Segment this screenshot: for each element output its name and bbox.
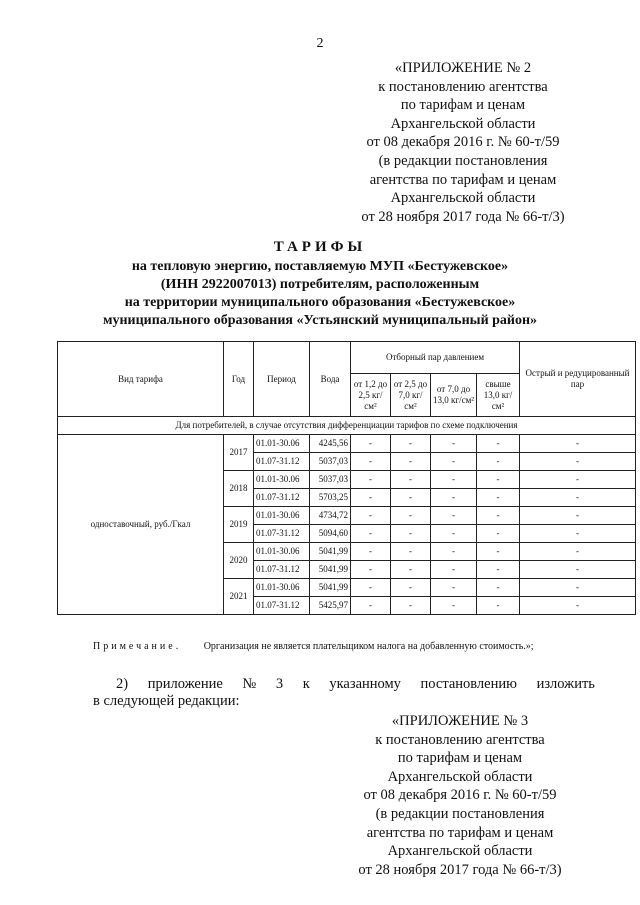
- dash-cell: -: [431, 453, 477, 471]
- tariff-table: [57, 341, 636, 615]
- year-cell: 2018: [224, 471, 254, 507]
- appendix-line: от 28 ноября 2017 года № 66-т/3): [358, 861, 562, 878]
- water-value: 4734,72: [310, 507, 351, 525]
- paragraph-word: к: [302, 676, 310, 692]
- dash-cell: -: [520, 507, 636, 525]
- document-title: [0, 238, 640, 330]
- page-number: 2: [316, 36, 324, 51]
- consumers-row: Для потребителей, в случае отсутствия дифференциации тарифов по схеме подключения: [58, 417, 636, 435]
- appendix-line: «ПРИЛОЖЕНИЕ № 3: [391, 713, 529, 729]
- dash-cell: -: [431, 597, 477, 615]
- appendix-line: от 08 декабря 2016 г. № 60-т/59: [366, 134, 560, 151]
- dash-cell: -: [351, 453, 391, 471]
- dash-cell: -: [391, 579, 431, 597]
- year-cell: 2017: [224, 435, 254, 471]
- water-value: 5041,99: [310, 579, 351, 597]
- dash-cell: -: [520, 489, 636, 507]
- dash-cell: -: [391, 435, 431, 453]
- dash-cell: -: [431, 435, 477, 453]
- dash-cell: -: [477, 597, 520, 615]
- dash-cell: -: [351, 471, 391, 489]
- dash-cell: -: [391, 543, 431, 561]
- dash-cell: -: [391, 525, 431, 543]
- appendix-3-header: [338, 712, 582, 879]
- water-value: 5703,25: [310, 489, 351, 507]
- title-heading: ТАРИФЫ: [273, 239, 367, 255]
- dash-cell: -: [391, 561, 431, 579]
- dash-cell: -: [391, 597, 431, 615]
- dash-cell: -: [391, 471, 431, 489]
- period-cell: 01.01-30.06: [254, 579, 310, 597]
- dash-cell: -: [351, 543, 391, 561]
- dash-cell: -: [351, 579, 391, 597]
- dash-cell: -: [520, 435, 636, 453]
- appendix-line: к постановлению агентства: [375, 731, 545, 748]
- appendix-line: по тарифам и ценам: [400, 97, 526, 114]
- dash-cell: -: [391, 453, 431, 471]
- dash-cell: -: [477, 489, 520, 507]
- period-cell: 01.07-31.12: [254, 597, 310, 615]
- title-line: (ИНН 2922007013) потребителям, расположенным: [160, 277, 480, 292]
- dash-cell: -: [520, 561, 636, 579]
- appendix-line: Архангельской области: [390, 115, 536, 132]
- header-tariff-type: Вид тарифа: [58, 342, 224, 417]
- appendix-line: по тарифам и ценам: [397, 750, 523, 767]
- header-water: Вода: [310, 342, 351, 417]
- period-cell: 01.07-31.12: [254, 561, 310, 579]
- paragraph-word: №: [242, 676, 257, 692]
- period-cell: 01.01-30.06: [254, 435, 310, 453]
- water-value: 5037,03: [310, 453, 351, 471]
- paragraph-word: 2): [116, 676, 129, 692]
- dash-cell: -: [520, 471, 636, 489]
- header-pressure-1: от 1,2 до 2,5 кг/см²: [351, 374, 391, 417]
- dash-cell: -: [477, 543, 520, 561]
- paragraph-word: 3: [275, 676, 284, 692]
- dash-cell: -: [351, 561, 391, 579]
- dash-cell: -: [351, 597, 391, 615]
- year-cell: 2020: [224, 543, 254, 579]
- appendix-line: к постановлению агентства: [378, 78, 548, 95]
- water-value: 5041,99: [310, 543, 351, 561]
- title-line: на территории муниципального образования «Бестужевское»: [124, 295, 516, 310]
- period-cell: 01.07-31.12: [254, 489, 310, 507]
- title-line: муниципального образования «Устьянский муниципальный район»: [102, 313, 538, 328]
- dash-cell: -: [477, 525, 520, 543]
- dash-cell: -: [520, 579, 636, 597]
- water-value: 5425,97: [310, 597, 351, 615]
- dash-cell: -: [477, 471, 520, 489]
- paragraph-word: постановлению: [420, 676, 517, 692]
- dash-cell: -: [431, 561, 477, 579]
- period-cell: 01.01-30.06: [254, 471, 310, 489]
- dash-cell: -: [477, 507, 520, 525]
- header-pressure-4: свыше 13,0 кг/см²: [477, 374, 520, 417]
- note-text: Организация не является плательщиком налога на добавленную стоимость.»;: [203, 641, 534, 652]
- dash-cell: -: [431, 543, 477, 561]
- dash-cell: -: [351, 507, 391, 525]
- note: [93, 641, 534, 652]
- year-cell: 2021: [224, 579, 254, 615]
- header-pressure-3: от 7,0 до 13,0 кг/см²: [431, 374, 477, 417]
- period-cell: 01.01-30.06: [254, 507, 310, 525]
- dash-cell: -: [431, 525, 477, 543]
- appendix-line: Архангельской области: [390, 190, 536, 207]
- appendix-line: Архангельской области: [387, 768, 533, 785]
- dash-cell: -: [520, 453, 636, 471]
- header-pressure-2: от 2,5 до 7,0 кг/см²: [391, 374, 431, 417]
- year-cell: 2019: [224, 507, 254, 543]
- dash-cell: -: [391, 507, 431, 525]
- period-cell: 01.07-31.12: [254, 525, 310, 543]
- dash-cell: -: [351, 435, 391, 453]
- dash-cell: -: [520, 543, 636, 561]
- appendix-line: Архангельской области: [387, 843, 533, 860]
- water-value: 4245,56: [310, 435, 351, 453]
- appendix-line: от 28 ноября 2017 года № 66-т/3): [361, 208, 565, 225]
- paragraph-line-2: в следующей редакции:: [93, 693, 240, 709]
- dash-cell: -: [431, 489, 477, 507]
- dash-cell: -: [431, 579, 477, 597]
- dash-cell: -: [351, 525, 391, 543]
- header-year: Год: [224, 342, 254, 417]
- dash-cell: -: [477, 453, 520, 471]
- dash-cell: -: [520, 525, 636, 543]
- appendix-2-header: [343, 59, 583, 226]
- appendix-line: от 08 декабря 2016 г. № 60-т/59: [363, 787, 557, 804]
- header-period: Период: [254, 342, 310, 417]
- paragraph-word: указанному: [329, 676, 401, 692]
- header-sharp-steam: Острый и редуцированный пар: [520, 342, 636, 417]
- period-cell: 01.07-31.12: [254, 453, 310, 471]
- header-steam-group: Отборный пар давлением: [351, 342, 520, 374]
- paragraph-word: изложить: [536, 676, 595, 692]
- dash-cell: -: [351, 489, 391, 507]
- dash-cell: -: [477, 579, 520, 597]
- appendix-line: агентства по тарифам и ценам: [366, 824, 554, 841]
- tariff-name: одноставочный, руб./Гкал: [58, 435, 224, 615]
- dash-cell: -: [520, 597, 636, 615]
- dash-cell: -: [477, 561, 520, 579]
- dash-cell: -: [431, 507, 477, 525]
- dash-cell: -: [477, 435, 520, 453]
- appendix-line: агентства по тарифам и ценам: [369, 171, 557, 188]
- period-cell: 01.01-30.06: [254, 543, 310, 561]
- appendix-line: «ПРИЛОЖЕНИЕ № 2: [394, 60, 532, 76]
- paragraph-line-1: [116, 675, 595, 693]
- title-line: на тепловую энергию, поставляемую МУП «Бестужевское»: [131, 259, 509, 274]
- water-value: 5037,03: [310, 471, 351, 489]
- dash-cell: -: [391, 489, 431, 507]
- note-label: Примечание.: [93, 641, 182, 652]
- water-value: 5094,60: [310, 525, 351, 543]
- water-value: 5041,99: [310, 561, 351, 579]
- appendix-line: (в редакции постановления: [378, 152, 548, 169]
- dash-cell: -: [431, 471, 477, 489]
- paragraph-word: приложение: [147, 676, 223, 692]
- appendix-line: (в редакции постановления: [375, 805, 545, 822]
